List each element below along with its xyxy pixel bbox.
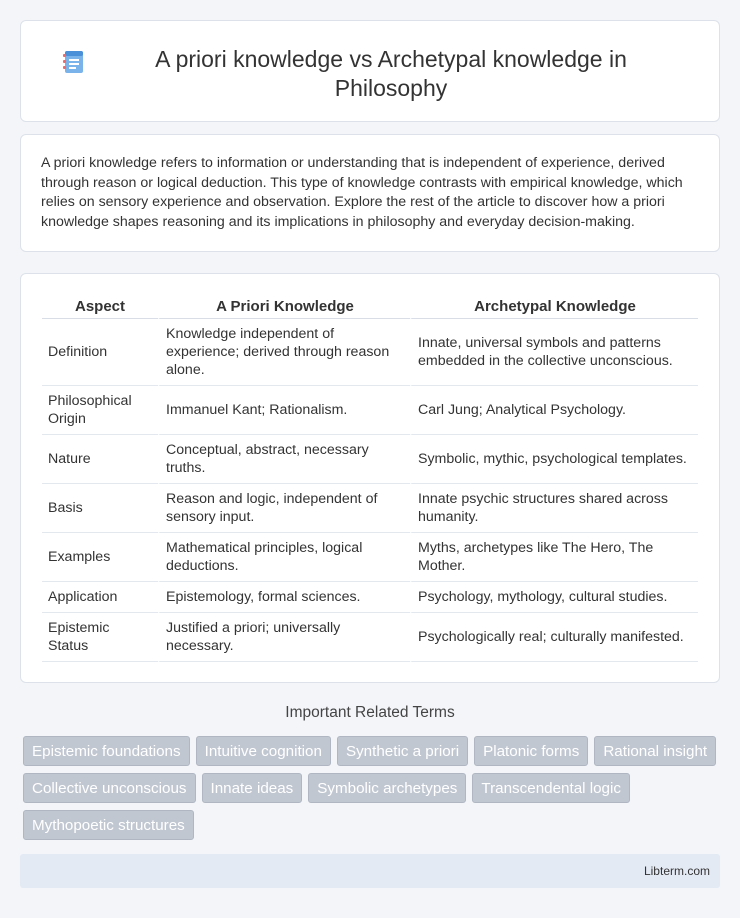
table-header-row [42, 294, 698, 319]
table-cell: Epistemology, formal sciences. [158, 582, 410, 613]
related-term-tag[interactable]: Synthetic a priori [337, 736, 468, 766]
table-cell: Immanuel Kant; Rationalism. [158, 386, 410, 435]
related-term-tag[interactable]: Platonic forms [474, 736, 588, 766]
footer [20, 854, 720, 888]
related-term-tag[interactable]: Mythopoetic structures [23, 810, 194, 840]
column-header-archetypal: Archetypal Knowledge [410, 294, 698, 319]
table-cell: Conceptual, abstract, necessary truths. [158, 435, 410, 484]
intro-paragraph: A priori knowledge refers to information or understanding that is independent of experience, derived through reason or logical deduction. This type of knowledge contrasts with empirical knowledge, which relies on sensory experience and observation. Explore the rest of the article to discover how a priori knowledge shapes reasoning and its implications in philosophy and everyday decision-making. [41, 155, 683, 230]
table-cell-aspect: Application [42, 582, 158, 613]
table-cell-aspect: Epistemic Status [42, 613, 158, 662]
table-cell: Myths, archetypes like The Hero, The Mother. [410, 533, 698, 582]
table-cell-aspect: Nature [42, 435, 158, 484]
table-cell: Mathematical principles, logical deductions. [158, 533, 410, 582]
related-terms-heading: Important Related Terms [285, 704, 455, 721]
table-cell-aspect: Examples [42, 533, 158, 582]
title-card [20, 20, 720, 122]
related-term-tag[interactable]: Symbolic archetypes [308, 773, 466, 803]
table-cell: Knowledge independent of experience; derived through reason alone. [158, 319, 410, 386]
table-cell-aspect: Definition [42, 319, 158, 386]
intro-card [20, 134, 720, 252]
table-cell: Reason and logic, independent of sensory input. [158, 484, 410, 533]
related-term-tag[interactable]: Rational insight [594, 736, 716, 766]
related-term-tag[interactable]: Innate ideas [202, 773, 303, 803]
table-row [42, 435, 698, 484]
table-cell: Carl Jung; Analytical Psychology. [410, 386, 698, 435]
table-row [42, 319, 698, 386]
table-cell: Psychologically real; culturally manifested. [410, 613, 698, 662]
comparison-card [20, 273, 720, 683]
related-terms-list [23, 736, 723, 840]
table-row [42, 533, 698, 582]
table-row [42, 613, 698, 662]
page-title: A priori knowledge vs Archetypal knowledge in Philosophy [155, 46, 627, 101]
related-term-tag[interactable]: Epistemic foundations [23, 736, 190, 766]
table-cell: Symbolic, mythic, psychological templates. [410, 435, 698, 484]
document-icon [61, 49, 87, 75]
table-cell: Psychology, mythology, cultural studies. [410, 582, 698, 613]
column-header-a-priori: A Priori Knowledge [158, 294, 410, 319]
related-term-tag[interactable]: Transcendental logic [472, 773, 630, 803]
footer-site-link[interactable]: Libterm.com [643, 864, 710, 878]
table-cell: Innate, universal symbols and patterns embedded in the collective unconscious. [410, 319, 698, 386]
column-header-aspect: Aspect [42, 294, 158, 319]
table-cell-aspect: Philosophical Origin [42, 386, 158, 435]
table-row [42, 386, 698, 435]
table-cell: Justified a priori; universally necessary. [158, 613, 410, 662]
table-cell-aspect: Basis [42, 484, 158, 533]
table-row [42, 582, 698, 613]
table-cell: Innate psychic structures shared across humanity. [410, 484, 698, 533]
table-row [42, 484, 698, 533]
comparison-table [42, 294, 698, 662]
related-term-tag[interactable]: Collective unconscious [23, 773, 196, 803]
related-term-tag[interactable]: Intuitive cognition [196, 736, 331, 766]
